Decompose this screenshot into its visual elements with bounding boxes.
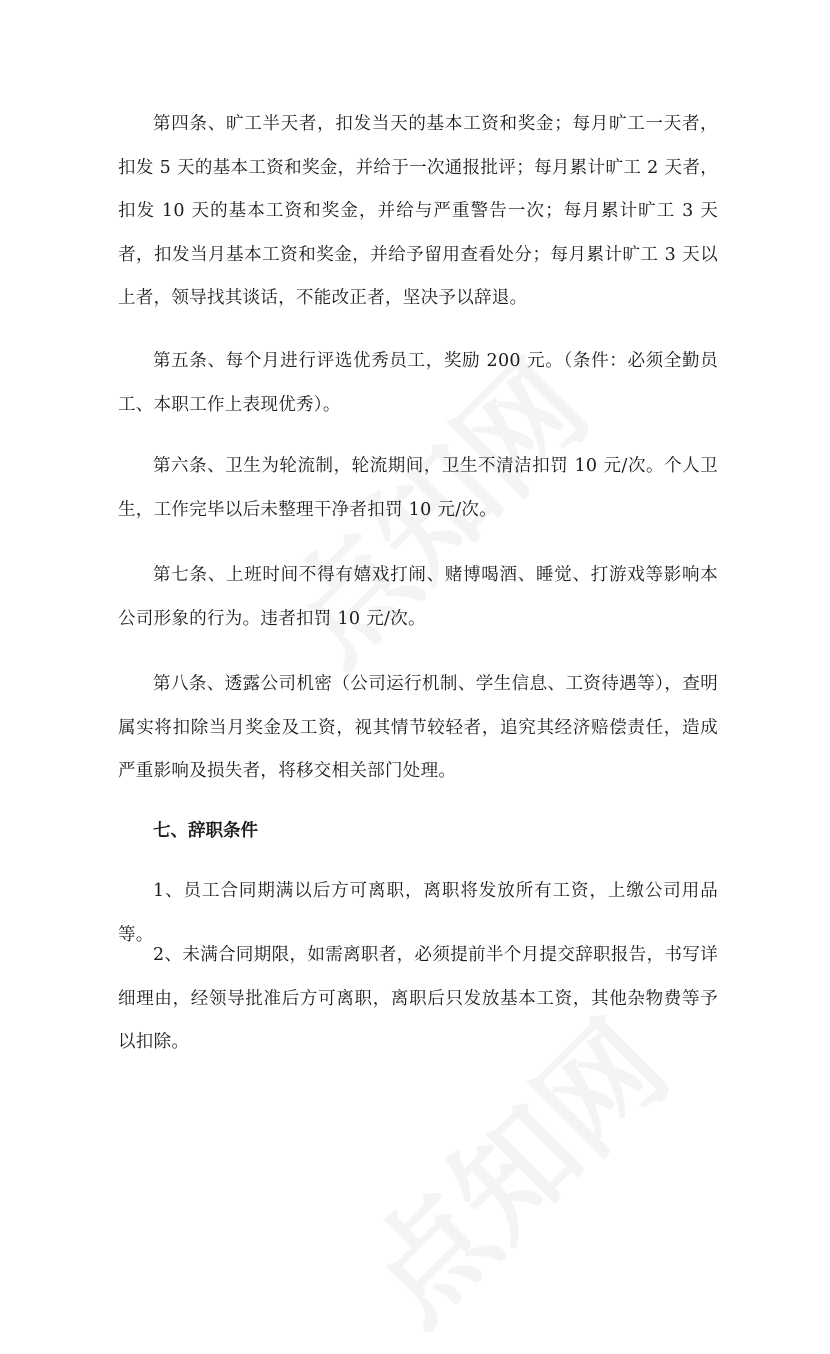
article-8-paragraph: 第八条、透露公司机密（公司运行机制、学生信息、工资待遇等），查明属实将扣除当月奖金及工资，视其情节较轻者，追究其经济赔偿责任，造成严重影响及损失者，将移交相关部门处理。: [118, 674, 718, 781]
article-5-paragraph: 第五条、每个月进行评选优秀员工，奖励 200 元。（条件：必须全勤员工、本职工作上表现优秀）。: [118, 351, 718, 415]
article-6-paragraph: 第六条、卫生为轮流制，轮流期间，卫生不清洁扣罚 10 元/次。个人卫生，工作完毕以后未整理干净者扣罚 10 元/次。: [118, 456, 718, 520]
section-heading: 七、辞职条件: [153, 821, 258, 841]
article-4-paragraph: 第四条、旷工半天者，扣发当天的基本工资和奖金；每月旷工一天者，扣发 5 天的基本工资和奖金，并给于一次通报批评；每月累计旷工 2 天者，扣发 10 天的基本工资和奖金，并给与严重警告一次；每月累计旷工 3 天者，扣发当月基本工资和奖金，并给予留用查看处分；每月累计旷工 3 天以上者，领导找其谈话，不能改正者，坚决予以辞退。: [118, 114, 718, 308]
resignation-item-2: 2、未满合同期限，如需离职者，必须提前半个月提交辞职报告，书写详细理由，经领导批准后方可离职，离职后只发放基本工资，其他杂物费等予以扣除。: [118, 945, 718, 1052]
article-7-paragraph: 第七条、上班时间不得有嬉戏打闹、赌博喝酒、睡觉、打游戏等影响本公司形象的行为。违者扣罚 10 元/次。: [118, 565, 718, 629]
resignation-item-1: 1、员工合同期满以后方可离职，离职将发放所有工资，上缴公司用品等。: [118, 881, 718, 945]
